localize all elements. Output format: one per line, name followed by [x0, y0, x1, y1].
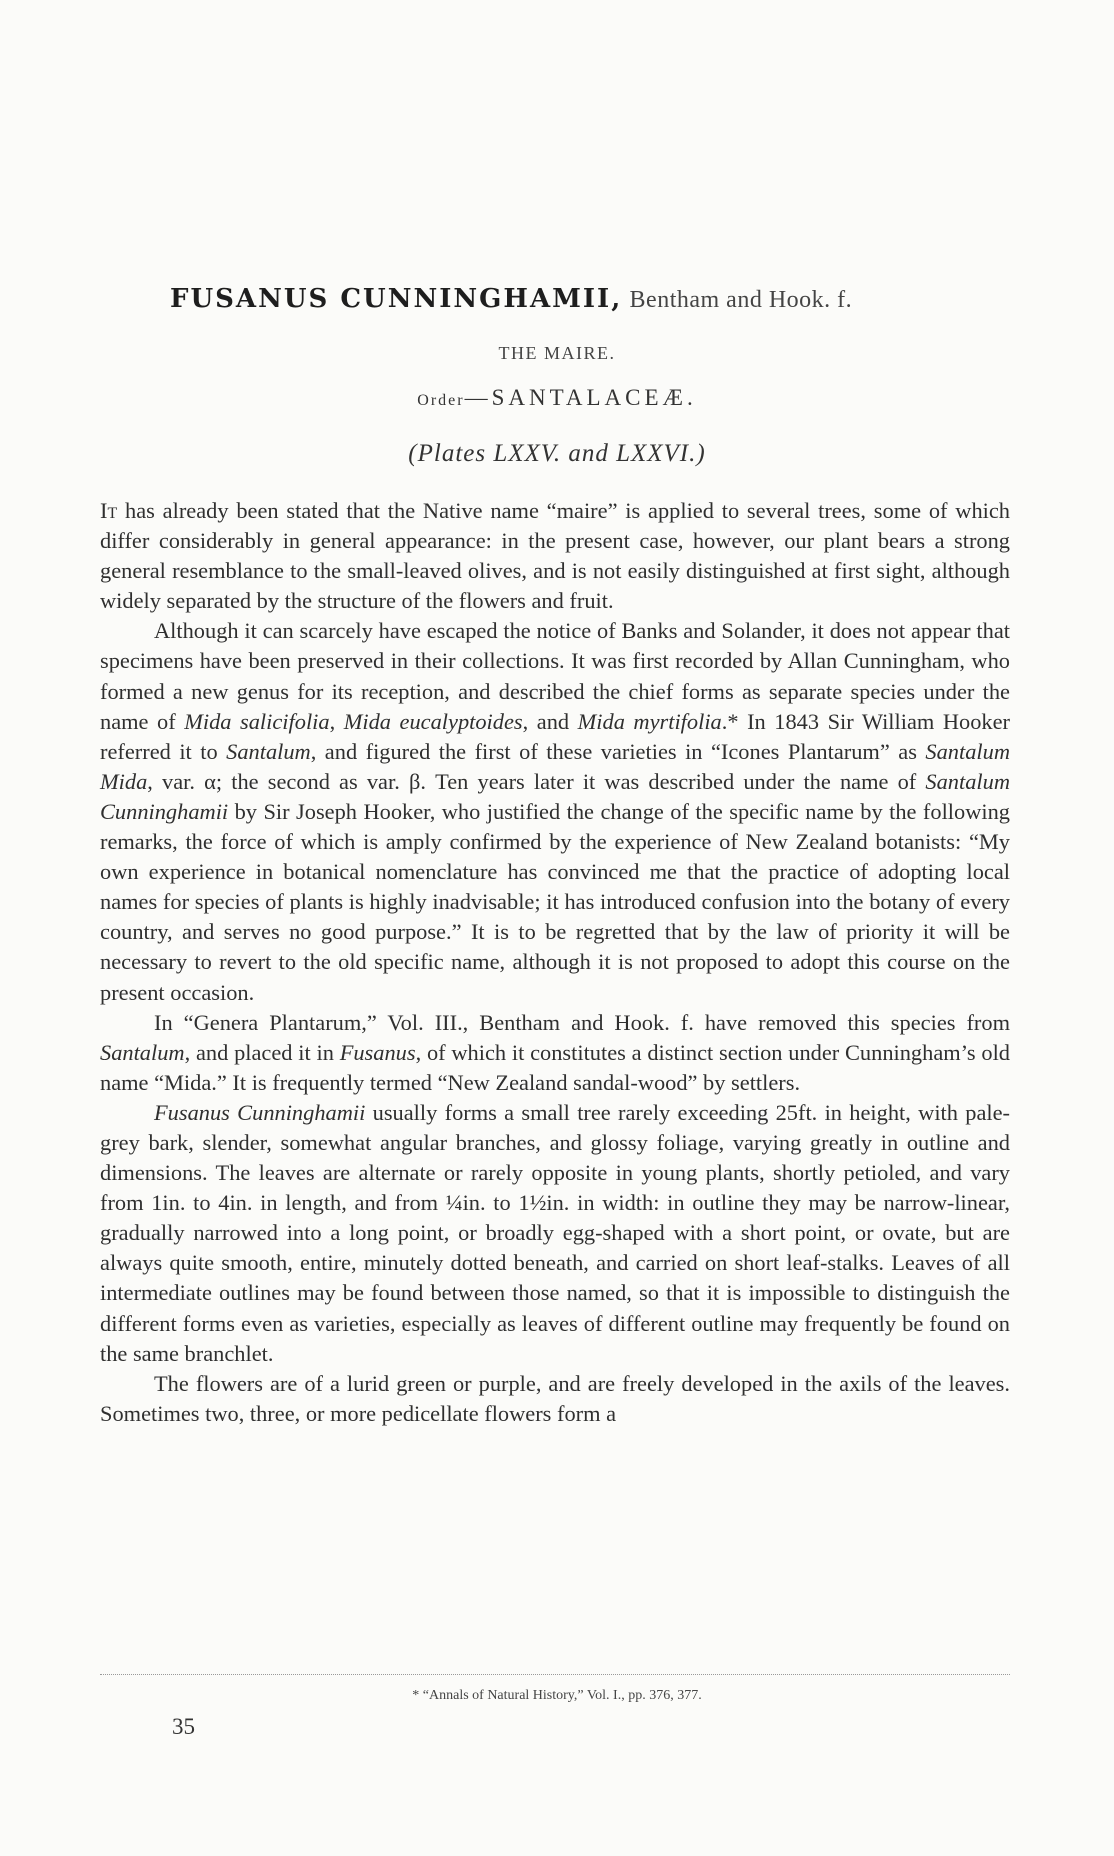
paragraph-5	[100, 1369, 1010, 1429]
body-text	[100, 496, 1010, 1429]
paragraph-1-text: has already been stated that the Native name “maire” is applied to several trees, some of which differ considerably in general appearance: in the present case, however, our plant bears a strong general resemblance to the small-leaved olives, and is not easily distinguished at first sight, although widely separated by the structure of the flowers and fruit.	[100, 498, 1010, 614]
common-name: THE MAIRE.	[498, 343, 616, 363]
order-label: Order	[417, 392, 465, 409]
paragraph-4	[100, 1098, 1010, 1369]
paragraph-1	[100, 496, 1010, 616]
italic-run: Santalum	[226, 738, 311, 764]
paragraph-3	[100, 1008, 1010, 1098]
text-run: , and	[522, 708, 578, 734]
text-run: , of which it constitutes a distinct section under Cunningham’s old name “Mida.” It is frequently termed “New Zealand sandal-wood” by settlers.	[100, 1039, 1011, 1095]
species-title: FUSANUS CUNNINGHAMII,	[170, 284, 623, 314]
text-run: Although it can scarcely have escaped the notice of Banks and Solander, it does not appear that specimens have been preserved in their collections. It was first recorded by Allan Cunningham, who formed a new genus for its reception, and described the chief forms as separate species under the name of	[100, 618, 1010, 734]
title-line	[170, 283, 1020, 314]
text-run: , and placed it in	[184, 1039, 340, 1065]
italic-run: Mida eucalyptoides	[343, 708, 523, 734]
italic-run: Mida myrtifolia	[577, 708, 722, 734]
text-run: In “Genera Plantarum,” Vol. III., Bentham and Hook. f. have removed this species from	[154, 1009, 1010, 1035]
text-run: by Sir Joseph Hooker, who justified the change of the specific name by the following remarks, the force of which is amply confirmed by the experience of New Zealand botanists: “My own experience in botanical nomenclature has convinced me that the practice of adopting local names for species of plants is highly inadvisable; it has introduced confusion into the botany of every country, and serves no good purpose.” It is to be regretted that by the law of priority it will be necessary to revert to the old specific name, although it is not proposed to adopt this course on the present occasion.	[100, 798, 1010, 1005]
text-run: , and figured the first of these varieties in “Icones Plantarum” as	[310, 738, 926, 764]
text-run: ,	[329, 708, 344, 734]
italic-run: Santalum Cunninghamii	[100, 768, 1010, 824]
paragraph-2	[100, 616, 1010, 1007]
order-heading	[0, 385, 1114, 411]
italic-run: Fusanus	[339, 1039, 416, 1065]
italic-run: Fusanus Cunninghamii	[154, 1099, 366, 1125]
italic-run: Mida salicifolia	[184, 708, 330, 734]
plates-reference: (Plates LXXV. and LXXVI.)	[408, 440, 706, 467]
italic-run: Santalum Mida	[100, 738, 1010, 794]
text-run: The flowers are of a lurid green or purple, and are freely developed in the axils of the leaves. Sometimes two, three, or more pedicellate flowers form a	[100, 1370, 1010, 1426]
order-name: SANTALACEÆ.	[491, 385, 697, 410]
species-authors: Bentham and Hook. f.	[629, 287, 853, 313]
text-run: , var. α; the second as var. β. Ten years later it was described under the name of	[147, 768, 926, 794]
paragraph-1-lead: It	[100, 498, 118, 523]
footnote: * “Annals of Natural History,” Vol. I., pp. 376, 377.	[412, 1688, 702, 1703]
page-number: 35	[172, 1714, 195, 1739]
order-dash: —	[464, 385, 492, 410]
italic-run: Santalum	[100, 1039, 185, 1065]
footnote-rule	[100, 1674, 1010, 1675]
text-run: .* In 1843 Sir William Hooker referred it to	[100, 708, 1010, 764]
text-run: usually forms a small tree rarely exceeding 25ft. in height, with pale-grey bark, slender, somewhat angular branches, and glossy foliage, varying greatly in outline and dimensions. The leaves are alternate or rarely opposite in young plants, shortly petioled, and vary from 1in. to 4in. in length, and from ¼in. to 1½in. in width: in outline they may be narrow-linear, gradually narrowed into a long point, or broadly egg-shaped with a short point, or ovate, but are always quite smooth, entire, minutely dotted beneath, and carried on short leaf-stalks. Leaves of all intermediate outlines may be found between those named, so that it is impossible to distinguish the different forms even as varieties, especially as leaves of different outline may frequently be found on the same branchlet.	[100, 1099, 1010, 1366]
